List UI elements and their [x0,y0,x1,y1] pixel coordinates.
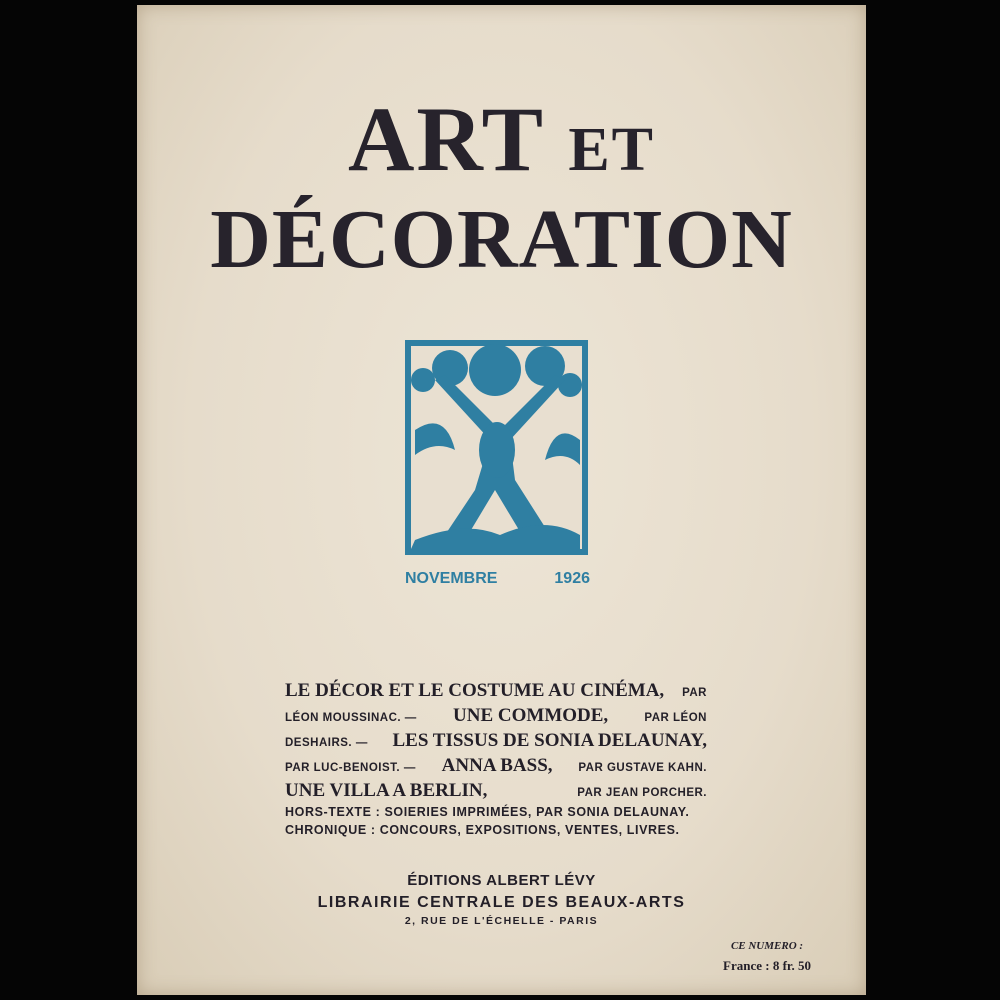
contents-segment: CHRONIQUE : CONCOURS, EXPOSITIONS, VENTES, LIVRES. [285,823,680,837]
contents-segment: ANNA BASS, [441,755,553,776]
contents-segment: PAR GUSTAVE KAHN. [578,762,707,774]
woodcut-figure-under-tree-icon [405,340,588,555]
contents-segment: LÉON MOUSSINAC. — [285,712,417,724]
issue-year: 1926 [554,570,590,587]
contents-segment: HORS-TEXTE : SOIERIES IMPRIMÉES, PAR SONIA DELAUNAY. [285,805,690,819]
contents-segment: PAR LUC-BENOIST. — [285,762,416,774]
contents-line [285,805,707,823]
issue-date [405,570,590,588]
title-art: ART [347,88,544,190]
table-of-contents [285,680,707,841]
contents-segment: PAR JEAN PORCHER. [577,787,707,799]
contents-segment: UNE VILLA A BERLIN, [285,780,488,801]
contents-line [285,705,707,730]
contents-segment: PAR [682,687,707,699]
title-et: ET [568,116,656,184]
publisher-name: ÉDITIONS ALBERT LÉVY [407,872,596,889]
publisher-address: 2, RUE DE L'ÉCHELLE - PARIS [404,915,599,927]
price-label: CE NUMERO : [730,940,804,952]
contents-segment: LES TISSUS DE SONIA DELAUNAY, [392,730,707,751]
title-line-2: DÉCORATION [210,193,793,286]
contents-line [285,780,707,805]
contents-line [285,680,707,705]
magazine-cover [137,5,866,995]
issue-month: NOVEMBRE [405,570,498,587]
title-line-1 [137,88,866,190]
contents-segment: UNE COMMODE, [453,705,609,726]
publisher-library: LIBRAIRIE CENTRALE DES BEAUX-ARTS [317,894,686,911]
price-value: France : 8 fr. 50 [723,958,811,973]
contents-line [285,823,707,841]
contents-segment: LE DÉCOR ET LE COSTUME AU CINÉMA, [285,680,665,701]
contents-line [285,730,707,755]
contents-segment: DESHAIRS. — [285,737,368,749]
contents-segment: PAR LÉON [644,712,707,724]
contents-line [285,755,707,780]
